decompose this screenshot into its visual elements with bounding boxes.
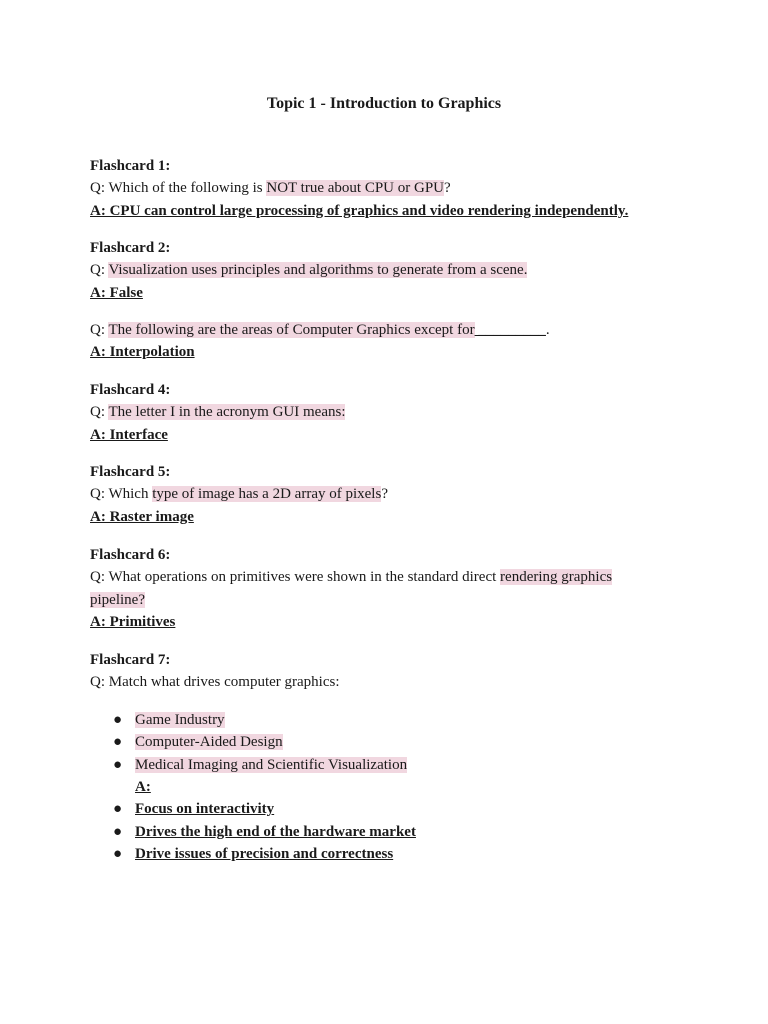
question-text: Q: — [90, 322, 109, 338]
list-item — [90, 731, 690, 753]
question-text: ? — [444, 180, 451, 197]
question-text: Q: What operations on primitives were shown in the standard direct — [90, 569, 501, 586]
bullet-icon: ● — [113, 711, 123, 728]
list-item-answer: Drives the high end of the hardware market — [135, 823, 416, 840]
flashcard-6 — [90, 544, 690, 634]
flashcard-question — [90, 483, 690, 505]
flashcard-answer: A: Interpolation — [90, 344, 195, 361]
question-highlight: The letter I in the acronym GUI means: — [108, 404, 346, 421]
list-item — [90, 821, 690, 843]
flashcard-question — [90, 566, 690, 588]
flashcard-heading: Flashcard 2: — [90, 240, 171, 256]
flashcard-answer: A: Raster image — [90, 508, 194, 525]
list-item-text: Computer-Aided Design — [135, 734, 283, 751]
list-item-text: Medical Imaging and Scientific Visualization — [135, 756, 408, 773]
bullet-icon: ● — [113, 801, 123, 818]
list-item — [90, 798, 690, 820]
bullet-icon: ● — [113, 756, 123, 773]
flashcard-1 — [90, 155, 690, 222]
bullet-icon: ● — [113, 734, 123, 751]
flashcard-question — [90, 401, 690, 423]
question-text: Q: — [90, 404, 109, 421]
question-text: Q: Which of the following is — [90, 180, 267, 197]
bullet-icon: ● — [113, 846, 123, 863]
answer-label: A: — [135, 779, 151, 796]
question-text: ? — [381, 486, 388, 503]
question-highlight: Visualization uses principles and algorithms to generate from a scene. — [108, 262, 528, 279]
flashcard-heading: Flashcard 6: — [90, 547, 171, 563]
question-highlight: type of image has a 2D array of pixels — [152, 486, 382, 503]
list-item-answer: Focus on interactivity — [135, 801, 275, 818]
flashcard-heading: Flashcard 5: — [90, 464, 171, 480]
flashcard-question — [90, 177, 690, 199]
flashcard-answer: A: CPU can control large processing of graphics and video rendering independently. — [90, 202, 629, 219]
flashcard-answer: A: Primitives — [90, 614, 176, 631]
question-highlight: NOT true about CPU or GPU — [266, 180, 445, 197]
question-highlight: The following are the areas of Computer Graphics except for — [108, 322, 475, 338]
answer-label-item — [90, 776, 690, 798]
list-item — [90, 754, 690, 776]
document-title: Topic 1 - Introduction to Graphics — [266, 95, 502, 112]
flashcard-question — [90, 259, 690, 281]
flashcard-heading: Flashcard 4: — [90, 382, 171, 398]
flashcard-5 — [90, 461, 690, 528]
flashcard-3 — [90, 319, 690, 364]
flashcard-heading: Flashcard 7: — [90, 652, 171, 668]
flashcard-question-continued — [90, 589, 690, 611]
flashcard-2 — [90, 237, 690, 304]
question-text: Q: — [90, 262, 109, 279]
flashcard-answer: A: Interface — [90, 426, 168, 443]
flashcard-question: Q: Match what drives computer graphics: — [90, 674, 340, 691]
question-text: . — [545, 322, 550, 338]
bullet-icon: ● — [113, 823, 123, 840]
flashcard-4 — [90, 379, 690, 446]
flashcard-answer: A: False — [90, 284, 143, 301]
match-list — [90, 709, 690, 866]
list-item-text: Game Industry — [135, 711, 225, 728]
list-item — [90, 843, 690, 865]
question-text: Q: Which — [90, 486, 153, 503]
question-highlight: pipeline? — [90, 591, 145, 608]
flashcard-7 — [90, 649, 690, 866]
list-item — [90, 709, 690, 731]
flashcard-question — [90, 319, 690, 341]
question-blank: _________ — [474, 322, 546, 338]
flashcard-heading: Flashcard 1: — [90, 158, 171, 174]
list-item-answer: Drive issues of precision and correctness — [135, 846, 394, 863]
question-highlight: rendering graphics — [500, 569, 613, 586]
